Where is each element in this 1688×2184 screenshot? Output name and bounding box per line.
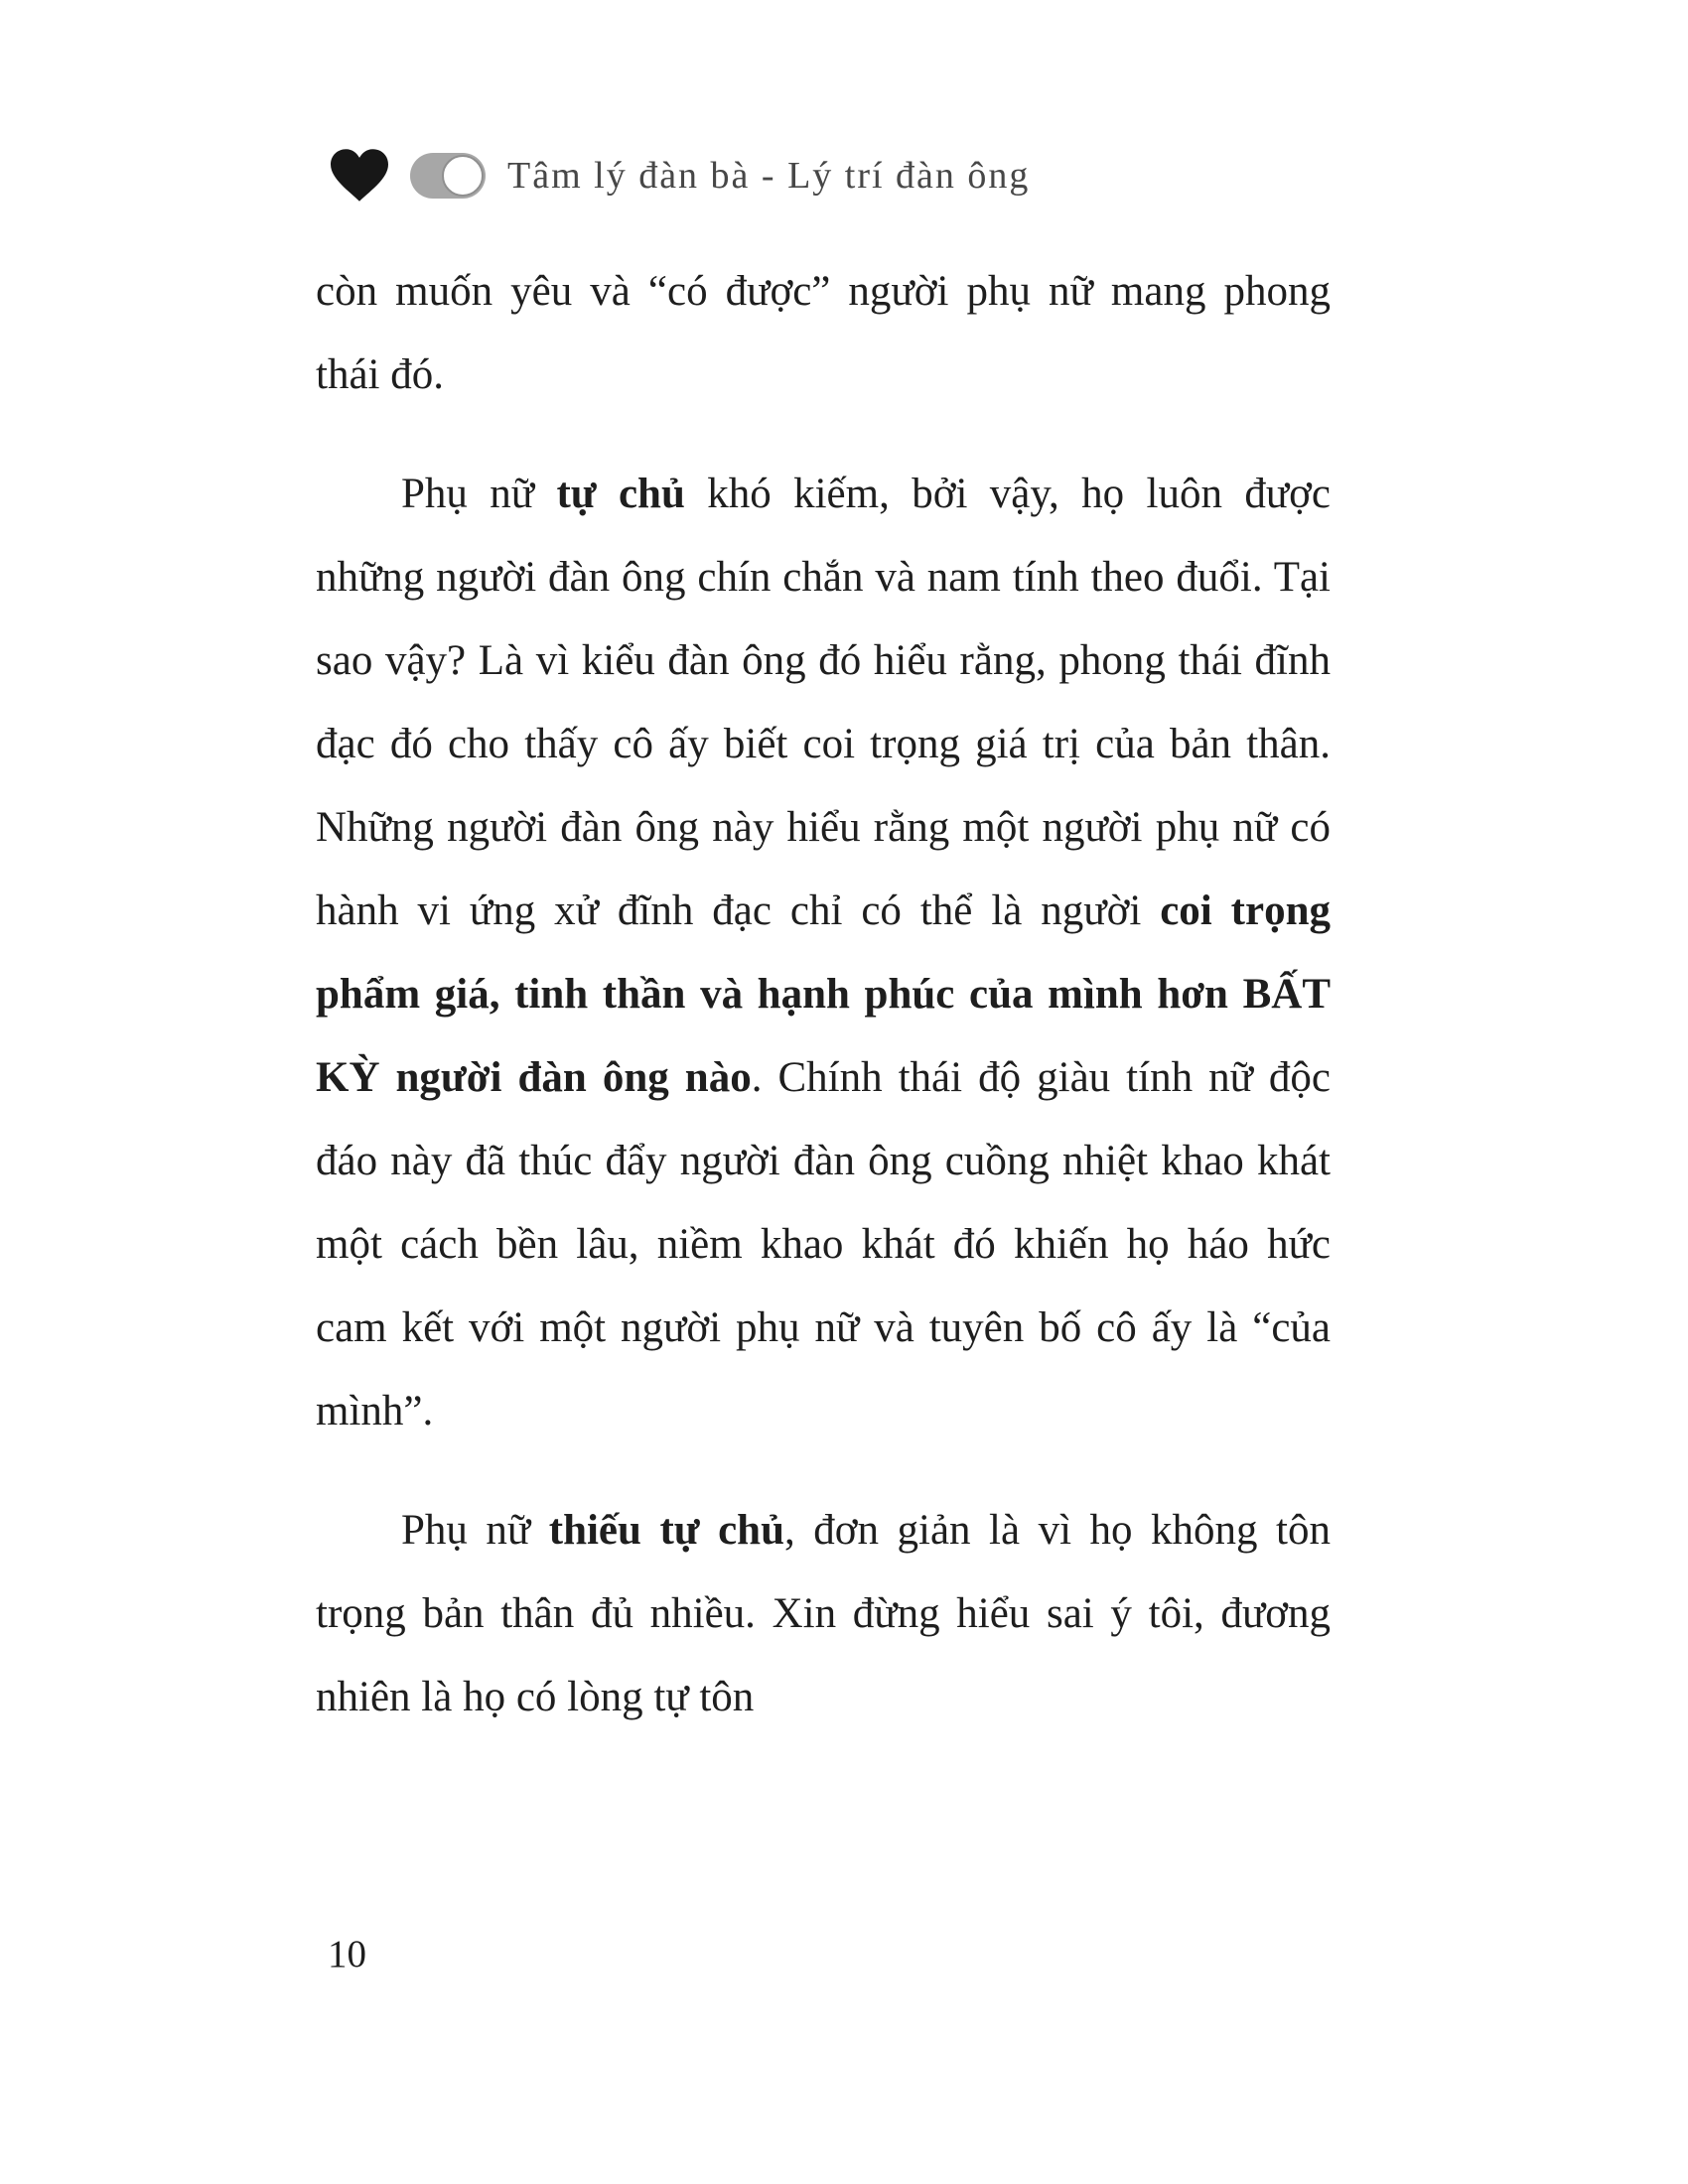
text-run: khó kiếm, bởi vậy, họ luôn được những người đàn ông chín chắn và nam tính theo đuổi. Tại sao vậy? Là vì kiểu đàn ông đó hiểu rằng, phong thái đĩnh đạc đó cho thấy cô ấy biết coi trọng giá trị của bản thân. Những người đàn ông này hiểu rằng một người phụ nữ có hành vi ứng xử đĩnh đạc chỉ có thể là người [316, 471, 1331, 934]
page-footer [328, 1932, 366, 1977]
toggle-knob [442, 155, 484, 197]
text-run: còn muốn yêu và “có được” người phụ nữ mang phong thái đó. [316, 268, 1331, 398]
text-run: Phụ nữ [401, 1507, 549, 1554]
text-block [316, 250, 1331, 1739]
paragraph [316, 250, 1331, 417]
text-run: , đơn giản là vì họ không tôn trọng bản thân đủ nhiều. Xin đừng hiểu sai ý tôi, đương nhiên là họ có lòng tự tôn [316, 1507, 1332, 1720]
paragraph [316, 453, 1331, 1453]
running-head-title: Tâm lý đàn bà - Lý trí đàn ông [507, 154, 1031, 197]
paragraph [316, 1489, 1331, 1739]
text-run: Phụ nữ [401, 471, 557, 517]
text-run-bold: tự chủ [556, 471, 685, 517]
text-run: . Chính thái độ giàu tính nữ độc đáo này đã thúc đẩy người đàn ông cuồng nhiệt khao khát một cách bền lâu, niềm khao khát đó khiến họ háo hức cam kết với một người phụ nữ và tuyên bố cô ấy là “của mình”. [316, 1054, 1331, 1434]
toggle-icon [410, 153, 486, 199]
heart-icon [331, 149, 388, 202]
running-header [331, 149, 1030, 202]
page-number: 10 [328, 1933, 366, 1976]
text-run-bold: thiếu tự chủ [548, 1507, 784, 1554]
text-run-bold: coi trọng phẩm giá, tinh thần và hạnh phúc của mình hơn BẤT KỲ người đàn ông nào [316, 887, 1332, 1101]
